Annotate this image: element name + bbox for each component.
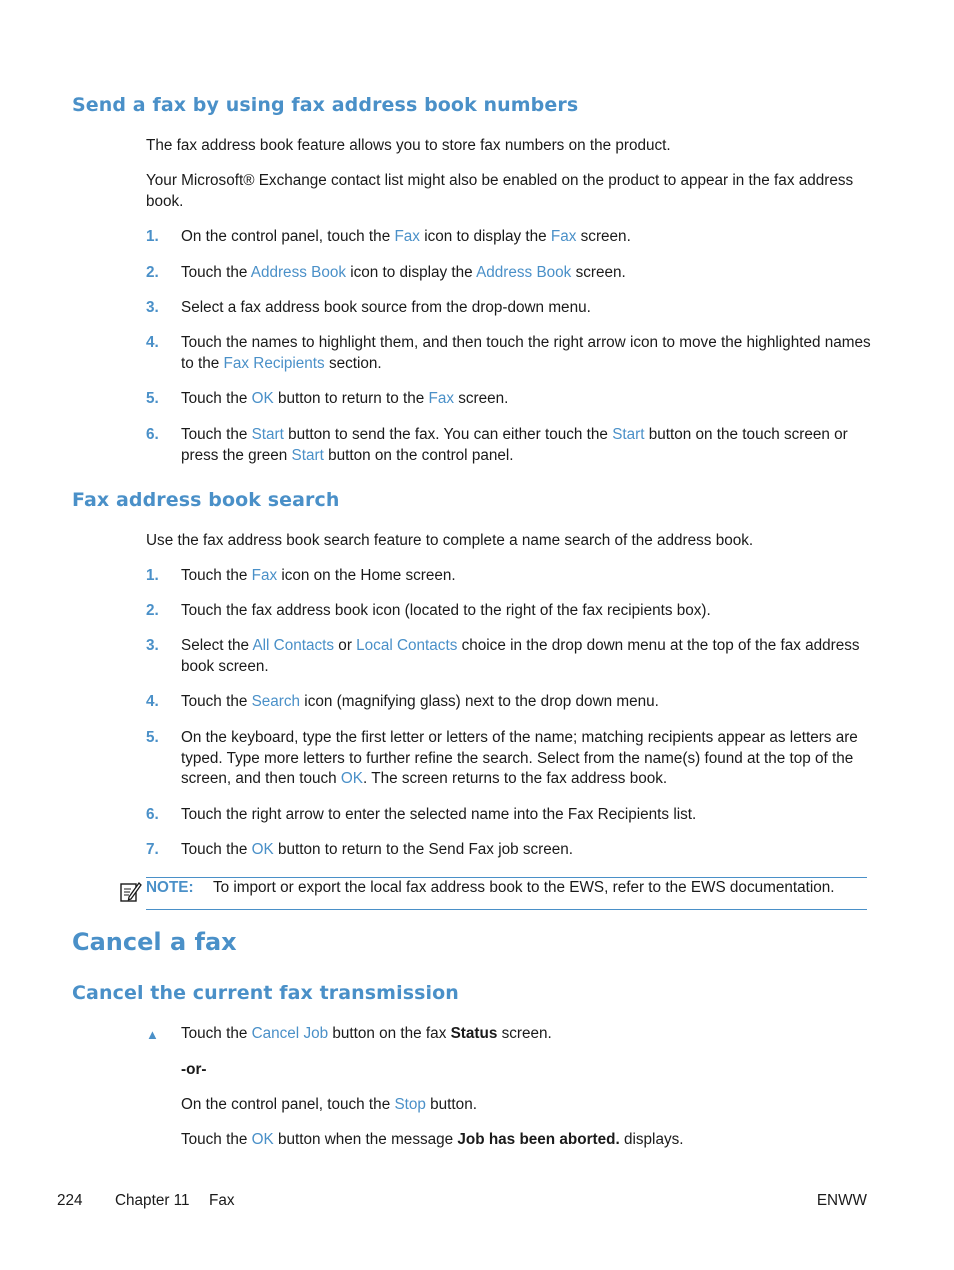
note-pencil-icon: [119, 880, 143, 904]
step-number: 6.: [146, 806, 159, 823]
step-number: 4.: [146, 334, 159, 351]
note-label: NOTE:: [146, 879, 194, 896]
ui-term: OK: [251, 1131, 274, 1148]
ui-term: Stop: [394, 1096, 426, 1113]
ui-term: Fax: [394, 228, 420, 245]
ui-term: Address Book: [250, 264, 346, 281]
step-number: 3.: [146, 637, 159, 654]
step-text: Touch the Fax icon on the Home screen.: [181, 567, 456, 584]
subheading-cancel-current-transmission: Cancel the current fax transmission: [72, 982, 459, 1004]
ui-term: Fax: [251, 567, 278, 584]
step-text: Touch the Address Book icon to display the Address Book screen.: [181, 264, 626, 281]
step-text: Touch the fax address book icon (located to the right of the fax recipients box).: [181, 602, 711, 619]
step-text: Touch the OK button to return to the Fax screen.: [181, 390, 509, 407]
step-text: Select a fax address book source from the drop-down menu.: [181, 299, 591, 316]
ui-term: Fax Recipients: [223, 354, 325, 372]
step-text: Touch the Start button to send the fax. You can either touch the Start button on the touch screen or press the green Start button on the control panel.: [181, 426, 848, 464]
bold-term: Job has been aborted.: [457, 1131, 620, 1148]
step-number: 6.: [146, 426, 159, 443]
step-number: 2.: [146, 602, 159, 619]
step-number: 7.: [146, 841, 159, 858]
ui-term: Fax: [550, 228, 577, 245]
step-number: 1.: [146, 228, 159, 245]
step-text: Select the All Contacts or Local Contacts choice in the drop down menu at the top of the fax address book screen.: [181, 637, 860, 675]
bullet-text: Touch the Cancel Job button on the fax Status screen.: [181, 1025, 552, 1042]
ui-term: OK: [340, 770, 363, 787]
step-number: 1.: [146, 567, 159, 584]
footer-enww: ENWW: [816, 1192, 867, 1209]
step-text: On the control panel, touch the Fax icon to display the Fax screen.: [181, 228, 631, 245]
step-text: On the keyboard, type the first letter or letters of the name; matching recipients appear as letters are typed. Type more letters to further refine the search. Select from the name(s) found at the top of the screen, and then touch OK. The screen returns to the fax address book.: [181, 729, 858, 787]
ui-term: Local Contacts: [356, 637, 458, 654]
note-text: To import or export the local fax address book to the EWS, refer to the EWS documentation.: [213, 879, 835, 896]
triangle-bullet-icon: ▲: [146, 1027, 159, 1042]
step-number: 3.: [146, 299, 159, 316]
ui-term: OK: [251, 841, 274, 858]
step-text: Touch the right arrow to enter the selected name into the Fax Recipients list.: [181, 806, 697, 823]
footer-chapter-title: Fax: [209, 1192, 235, 1209]
step-number: 5.: [146, 390, 159, 407]
step-text: Touch the names to highlight them, and then touch the right arrow icon to move the highlighted names to the Fax Recipients section.: [181, 334, 871, 372]
intro-paragraph: The fax address book feature allows you to store fax numbers on the product.: [146, 137, 671, 154]
footer-chapter: Chapter 11: [115, 1192, 190, 1209]
note-box: [146, 877, 867, 910]
step-number: 2.: [146, 264, 159, 281]
section-heading-address-book-search: Fax address book search: [72, 489, 340, 511]
bold-term: Status: [450, 1025, 498, 1042]
ui-term: Cancel Job: [251, 1025, 329, 1042]
step-number: 5.: [146, 729, 159, 746]
ui-term: Start: [251, 426, 284, 443]
ui-term: OK: [251, 390, 274, 407]
ui-term: Fax: [428, 390, 454, 407]
footer-page-number: 224: [57, 1192, 83, 1209]
step-text: Touch the OK button to return to the Send Fax job screen.: [181, 841, 574, 858]
ui-term: Start: [291, 446, 324, 464]
ui-term: Search: [251, 693, 301, 710]
ui-term: Start: [612, 426, 645, 443]
ui-term: Address Book: [476, 264, 572, 281]
step-number: 4.: [146, 693, 159, 710]
search-intro-paragraph: Use the fax address book search feature to complete a name search of the address book.: [146, 532, 754, 549]
ui-term: All Contacts: [252, 637, 335, 654]
section-heading-send-fax-address-book: Send a fax by using fax address book numbers: [72, 94, 579, 116]
step-text: Touch the Search icon (magnifying glass) next to the drop down menu.: [181, 693, 659, 710]
exchange-paragraph: Your Microsoft® Exchange contact list might also be enabled on the product to appear in the fax address book.: [146, 172, 854, 210]
section-heading-cancel-fax: Cancel a fax: [72, 928, 237, 956]
manual-page: Send a fax by using fax address book numbers The fax address book feature allows you to store fax numbers on the product. Your Microsoft® Exchange contact list might also be enabled on the product to appear in the fax address book. 1. On the control panel, touch the Fax icon to display the Fax screen. 2. Touch the Address Book icon to display the Address Book screen. 3. Select a fax address book source from the drop-down menu. 4. Touch the names to highlight them, and then touch the right arrow icon to move the highlighted names to the Fax Recipients section. 5. Touch the OK button to return to the Fax screen. 6. Touch the Start button to send the fax. You can either touch the Start button on the touch screen or press the green Start button on the control panel. Fax address book search Use the fax address book search feature to complete a name search of the address book. 1. Touch the Fax icon on the Home screen. 2. Touch the fax address book icon (located to the right of the fax recipients box). 3. Select the All Contacts or Local Contacts choice in the drop down menu at the top of the fax address book screen. 4. Touch the Search icon (magnifying glass) next to the drop down menu. 5. On the keyboard, type the first letter or letters of the name; matching recipients appear as letters are typed. Type more letters to further refine the search. Select from the name(s) found at the top of the screen, and then touch OK. The screen returns to the fax address book. 6. Touch the right arrow to enter the selected name into the Fax Recipients list. 7. Touch the OK button to return to the Send Fax job screen. NOTE: To import or export the local fax address book to the EWS, refer to the EWS documentation. Cancel a fax Cancel the current fax transmission ▲ Touch the Cancel Job button on the fax Status screen. -or- On the control panel, touch the Stop button. Touch the OK button when the message Job has been aborted. displays. 224 Chapter 11 Fax ENWW: [57, 94, 871, 1209]
